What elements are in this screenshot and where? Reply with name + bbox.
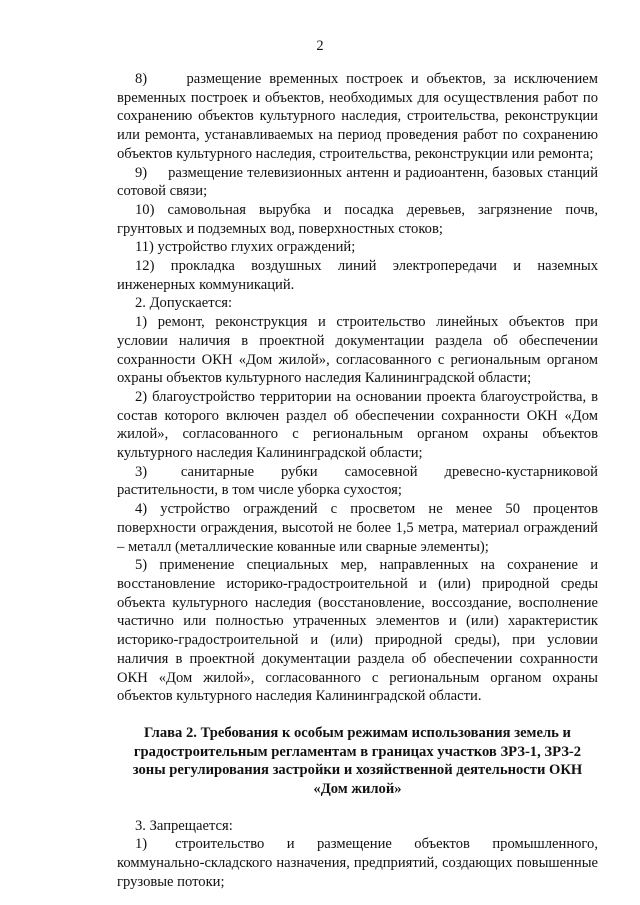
paragraph-item-9: 9) размещение телевизионных антенн и радиоантенн, базовых станций сотовой связи; bbox=[117, 164, 598, 200]
page-number: 2 bbox=[316, 38, 324, 54]
paragraph-item-10: 10) самовольная вырубка и посадка деревьев, загрязнение почв, грунтовых и подземных вод, поверхностных стоков; bbox=[117, 201, 598, 237]
paragraph-item-8: 8) размещение временных построек и объектов, за исключением временных построек и объектов, необходимых для осуществления работ по сохранению объектов культурного наследия, строительства, реконструкции или ремонта, устанавливаемых на период проведения работ по сохранению объектов культурного наследия, строительства, реконструкции или ремонта; bbox=[117, 71, 598, 162]
prohibited-item-1: 1) строительство и размещение объектов промышленного, коммунально-складского назначения, предприятий, создающих повышенные грузовые потоки; bbox=[117, 836, 598, 890]
permitted-item-5: 5) применение специальных мер, направленных на сохранение и восстановление историко-градостроительной и (или) природной среды объекта культурного наследия (восстановление, воссоздание, восполнение частично или полностью утраченных элементов и (или) характеристик историко-градостроительной и (или) природной среды), при условии наличия в проектной документации раздела об обеспечении сохранности ОКН «Дом жилой», согласованного с региональным органом охраны объектов культурного наследия Калининградской области. bbox=[117, 557, 598, 705]
paragraph-item-11: 11) устройство глухих ограждений; bbox=[135, 239, 356, 256]
paragraph-item-12: 12) прокладка воздушных линий электропередачи и наземных инженерных коммуникаций. bbox=[117, 258, 598, 293]
permitted-item-1: 1) ремонт, реконструкция и строительство линейных объектов при условии наличия в проектной документации раздела об обеспечении сохранности ОКН «Дом жилой», согласованного с региональным органом охраны объектов культурного наследия Калининградской области; bbox=[117, 314, 598, 387]
permitted-item-2: 2) благоустройство территории на основании проекта благоустройства, в состав которого включен раздел об обеспечении сохранности ОКН «Дом жилой», согласованного с региональным органом охраны объектов культурного наследия Калининградской области; bbox=[117, 388, 598, 462]
permitted-item-4: 4) устройство ограждений с просветом не менее 50 процентов поверхности ограждения, высотой не более 1,5 метра, материал ограждений – металл (металлические кованные или сварные элементы); bbox=[117, 501, 598, 555]
permitted-item-3: 3) санитарные рубки самосевной древесно-кустарниковой растительности, в том числе уборка сухостоя; bbox=[117, 463, 598, 499]
document-body bbox=[117, 70, 598, 892]
section-3-title: 3. Запрещается: bbox=[135, 817, 233, 834]
chapter-heading: Глава 2. Требования к особым режимам использования земель и градостроительным регламентам в границах участков ЗРЗ-1, ЗРЗ-2 зоны регулирования застройки и хозяйственной деятельности ОКН «Дом жилой» bbox=[132, 724, 583, 798]
section-2-title: 2. Допускается: bbox=[135, 295, 233, 312]
